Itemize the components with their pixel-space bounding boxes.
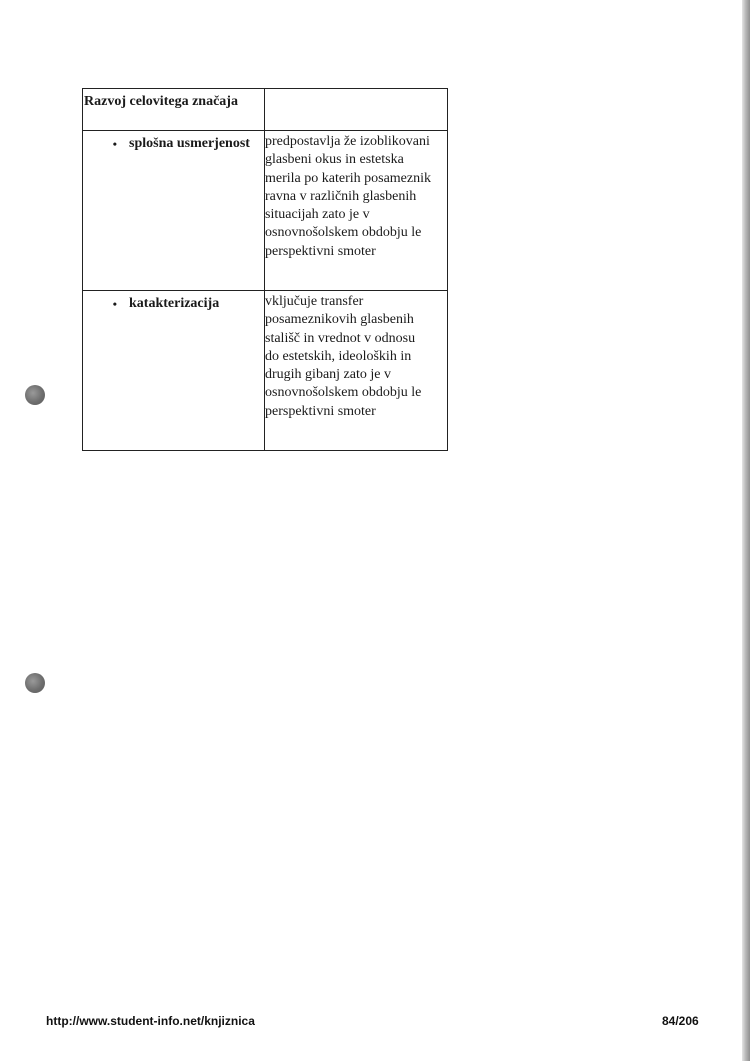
description-line: perspektivni smoter: [265, 243, 376, 259]
description-line: stališč in vrednot v odnosu: [265, 330, 416, 346]
header-cell-title: [83, 89, 265, 131]
header-cell-empty: [265, 89, 448, 131]
description-line: do estetskih, ideoloških in: [265, 348, 412, 364]
term-cell: [83, 131, 265, 291]
bullet-icon: •: [112, 297, 117, 311]
description-line: glasbeni okus in estetska: [265, 152, 404, 168]
table-title: Razvoj celovitega značaja: [84, 94, 238, 109]
criterion-description: [265, 131, 447, 261]
header-right-text: [265, 89, 447, 93]
description-line: osnovnošolskem obdobju le: [265, 385, 422, 401]
punch-hole-top: [25, 385, 45, 405]
character-development-table: [82, 88, 448, 451]
table-row: [83, 131, 448, 291]
description-cell: [265, 291, 448, 451]
description-line: merila po katerih posameznik: [265, 170, 431, 186]
criterion-term: katakterizacija: [129, 296, 220, 311]
description-line: situacijah zato je v: [265, 207, 370, 223]
description-line: vključuje transfer: [265, 294, 364, 309]
description-line: posameznikovih glasbenih: [265, 312, 414, 328]
criterion: [83, 131, 264, 153]
description-line: osnovnošolskem obdobju le: [265, 225, 422, 241]
page-edge-shadow: [742, 0, 750, 1061]
bullet-icon: •: [112, 137, 117, 151]
description-line: ravna v različnih glasbenih: [265, 188, 417, 204]
footer-url-link[interactable]: http://www.student-info.net/knjiznica: [46, 1014, 255, 1028]
criterion: [83, 291, 264, 313]
description-line: predpostavlja že izoblikovani: [265, 134, 430, 149]
criterion-term: splošna usmerjenost: [129, 136, 250, 151]
page-number: 84/206: [662, 1014, 699, 1028]
description-line: perspektivni smoter: [265, 403, 376, 419]
table-row: [83, 291, 448, 451]
punch-hole-bottom: [25, 673, 45, 693]
description-cell: [265, 131, 448, 291]
term-cell: [83, 291, 265, 451]
description-line: drugih gibanj zato je v: [265, 367, 391, 383]
criterion-description: [265, 291, 447, 421]
table-header-row: [83, 89, 448, 131]
